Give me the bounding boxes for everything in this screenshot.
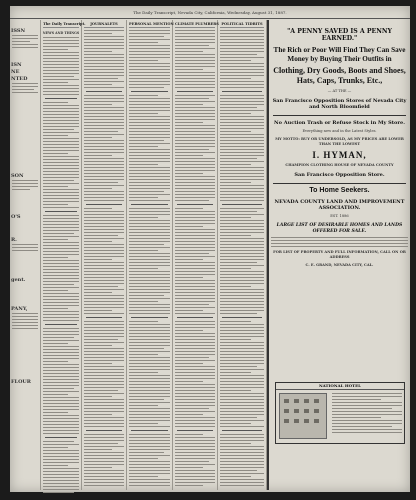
hotel-ad (275, 382, 405, 444)
ad-note: Everything new and in the Latest Styles. (302, 129, 377, 133)
ad-established: EST. 1886 (330, 214, 349, 218)
text-block (218, 30, 266, 486)
column-1 (41, 20, 86, 490)
column-subheader: NEWS AND THINGS (42, 31, 80, 35)
column-3 (127, 20, 173, 490)
edge-label: NE (11, 69, 20, 75)
ad-at: — AT THE — (327, 89, 352, 93)
ad-motto: MY MOTTO: BUY OR UNDERSOLD, AS MY PRICES ARE LOWER THAN THE LOWEST (275, 137, 404, 146)
ad-subheadline: The Rich or Poor Will Find They Can Save Money by Buying Their Outfits in (273, 46, 406, 63)
ad-proprietor: I. HYMAN, (312, 150, 367, 160)
edge-label: R. (11, 237, 17, 243)
text-block (41, 37, 81, 493)
column-header: The Daily Transcript. (43, 22, 86, 26)
column-header: CLIMATE PLUMBERS (175, 22, 219, 26)
text-block (173, 30, 217, 486)
ad-association: NEVADA COUNTY LAND AND IMPROVEMENT ASSOCIATION. (274, 199, 405, 211)
ad-home-seekers: To Home Seekers. (309, 187, 370, 194)
hotel-illustration (279, 393, 327, 439)
ad-agent: C. E. GRAND, NEVADA CITY, CAL. (305, 263, 374, 267)
ad-note: No Auction Trash or Refuse Stock in My Store. (274, 120, 405, 126)
column-4 (173, 20, 218, 490)
masthead: The Daily Transcript, Nevada City, California, Wednesday, August 31, 1887. (10, 8, 410, 19)
ad-store-name: San Francisco Opposition Store. (294, 172, 385, 178)
column-header: POLITICAL TIDBITS (221, 22, 263, 26)
ad-clothing-house: CHAMPION CLOTHING HOUSE OF NEVADA COUNTY (285, 163, 394, 167)
advertisement (267, 20, 410, 490)
edge-label: ISSN (11, 28, 26, 34)
ad-headline: "A PENNY SAVED IS A PENNY EARNED." (287, 28, 392, 42)
edge-label: ISN (11, 62, 22, 68)
column-header: JOURNALETS (84, 21, 124, 28)
text-block (127, 30, 172, 486)
edge-label: gent. (11, 277, 26, 283)
newspaper-page (10, 6, 410, 492)
ad-large-list: LARGE LIST OF DESIRABLE HOMES AND LANDS OFFERED FOR SALE. (276, 223, 403, 234)
edge-label: NTED (11, 76, 28, 82)
edge-label: PANY, (11, 306, 28, 312)
ad-products: Clothing, Dry Goods, Boots and Shoes, Hats, Caps, Trunks, Etc., (273, 66, 406, 85)
text-block (82, 30, 126, 486)
ad-store: San Francisco Opposition Stores of Nevada City and North Bloomfield (272, 98, 407, 110)
edge-label: FLOUR (11, 379, 31, 385)
column-2 (82, 20, 127, 490)
column-header: PERSONAL MENTION (129, 22, 174, 26)
hotel-title: NATIONAL HOTEL (276, 383, 404, 390)
ad-info: FOR LIST OF PROPERTY AND FULL INFORMATION, CALL ON OR ADDRESS (273, 250, 406, 259)
edge-column (10, 20, 41, 490)
edge-label: O'S (11, 214, 21, 220)
hotel-text (330, 393, 404, 435)
edge-label: SON (11, 173, 24, 179)
column-5 (218, 20, 267, 490)
